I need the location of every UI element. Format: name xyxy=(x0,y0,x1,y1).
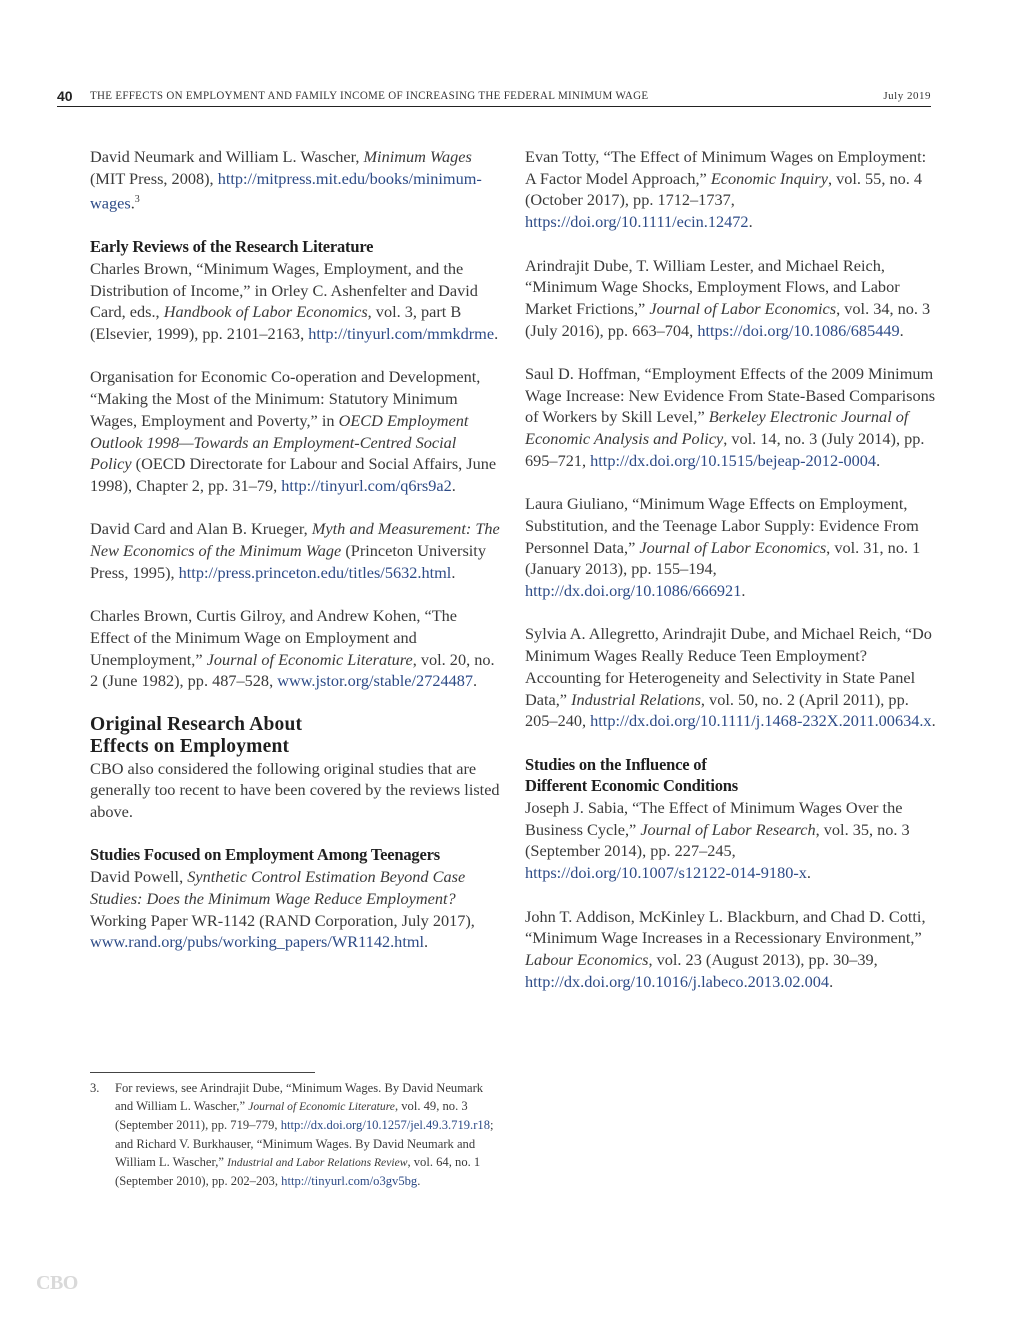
reference-link[interactable]: https://doi.org/10.1086/685449 xyxy=(697,320,900,340)
footnote-link[interactable]: http://tinyurl.com/o3gv5bg xyxy=(281,1174,418,1189)
reference-entry: David Powell, Synthetic Control Estimation Beyond Case Studies: Does the Minimum Wage Reduce Employment? Working Paper WR-1142 (RAND Corporation, July 2017), www.rand.org/pubs/working_papers/WR1142.html. xyxy=(90,867,475,952)
reference-link[interactable]: http://press.princeton.edu/titles/5632.html xyxy=(178,562,452,582)
reference-entry: Organisation for Economic Co-operation and Development, “Making the Most of the Minimum: Statutory Minimum Wages, Employment and Poverty,” in OECD Employment Outlook 1998—Towards an Employment-Centred Social Policy (OECD Directorate for Labour and Social Affairs, June 1998), Chapter 2, pp. 31–79, http://tinyurl.com/q6rs9a2. xyxy=(90,367,497,495)
reference-entry: Sylvia A. Allegretto, Arindrajit Dube, and Michael Reich, “Do Minimum Wages Really Reduce Teen Employment? Accounting for Heterogeneity and Selectivity in State Panel Data,” Industrial Relations, vol. 50, no. 2 (April 2011), pp. 205–240, http://dx.doi.org/10.1111/j.1468-232X.2011.00634.x. xyxy=(525,624,936,731)
footnote xyxy=(90,1079,500,1190)
cbo-logo: CBO xyxy=(36,1272,78,1294)
running-header xyxy=(57,88,931,107)
reference-entry: Laura Giuliano, “Minimum Wage Effects on Employment, Substitution, and the Teenage Labor Supply: Evidence From Personnel Data,” Journal of Labor Economics, vol. 31, no. 1 (January 2013), pp. 155–194, http://dx.doi.org/10.1086/666921. xyxy=(525,494,921,601)
reference-entry: Charles Brown, “Minimum Wages, Employment, and the Distribution of Income,” in Orley C. Ashenfelter and David Card, eds., Handbook of Labor Economics, vol. 3, part B (Elsevier, 1999), pp. 2101–2163, http://tinyurl.com/mmkdrme. xyxy=(90,258,499,344)
footnote-link[interactable]: http://dx.doi.org/10.1257/jel.49.3.719.r18 xyxy=(280,1118,490,1133)
reference-link[interactable]: https://doi.org/10.1111/ecin.12472 xyxy=(525,212,749,232)
footnote-text: For reviews, see Arindrajit Dube, “Minimum Wages. By David Neumark and William L. Wascher,” Journal of Economic Literature, vol. 49, no. 3 (September 2011), pp. 719–779, http://dx.doi.org/10.1257/jel.49.3.719.r18; and Richard V. Burkhauser, “Minimum Wages. By David Neumark and William L. Wascher,” Industrial and Labor Relations Review, vol. 64, no. 1 (September 2010), pp. 202–203, http://tinyurl.com/o3gv5bg. xyxy=(115,1081,494,1189)
reference-link[interactable]: http://dx.doi.org/10.1086/666921 xyxy=(525,581,742,601)
left-column xyxy=(90,146,500,975)
page-number: 40 xyxy=(57,88,73,104)
reference-entry: Joseph J. Sabia, “The Effect of Minimum Wages Over the Business Cycle,” Journal of Labor Research, vol. 35, no. 3 (September 2014), pp. 227–245, https://doi.org/10.1007/s12122-014-9180-x. xyxy=(525,798,910,883)
reference-entry: John T. Addison, McKinley L. Blackburn, and Chad D. Cotti, “Minimum Wage Increases in a Recessionary Environment,” Labour Economics, vol. 23 (August 2013), pp. 30–39, http://dx.doi.org/10.1016/j.labeco.2013.02.004. xyxy=(525,906,926,991)
right-column xyxy=(525,146,937,1014)
reference-entry: Saul D. Hoffman, “Employment Effects of the 2009 Minimum Wage Increase: New Evidence From State-Based Comparisons of Workers by Skill Level,” Berkeley Electronic Journal of Economic Analysis and Policy, vol. 14, no. 3 (July 2014), pp. 695–721, http://dx.doi.org/10.1515/bejeap-2012-0004. xyxy=(525,364,936,470)
reference-link[interactable]: http://dx.doi.org/10.1016/j.labeco.2013.02.004 xyxy=(525,971,830,991)
reference-entry: David Neumark and William L. Wascher, Minimum Wages (MIT Press, 2008), http://mitpress.mit.edu/books/minimum-wages.$^3$ xyxy=(90,147,482,213)
reference-link[interactable]: http://dx.doi.org/10.1111/j.1468-232X.2011.00634.x xyxy=(590,711,932,731)
subheading-economic-conditions: Studies on the Influence of Different Economic Conditions xyxy=(525,754,738,796)
running-title: THE EFFECTS ON EMPLOYMENT AND FAMILY INCOME OF INCREASING THE FEDERAL MINIMUM WAGE xyxy=(90,89,649,103)
reference-link[interactable]: http://mitpress.mit.edu/books/minimum-wages xyxy=(90,168,482,213)
subheading-teenagers: Studies Focused on Employment Among Teenagers xyxy=(90,845,440,865)
reference-entry: Arindrajit Dube, T. William Lester, and Michael Reich, “Minimum Wage Shocks, Employment Flows, and Labor Market Frictions,” Journal of Labor Economics, vol. 34, no. 3 (July 2016), pp. 663–704, https://doi.org/10.1086/685449. xyxy=(525,255,931,340)
subheading-early-reviews: Early Reviews of the Research Literature xyxy=(90,237,374,257)
reference-link[interactable]: www.jstor.org/stable/2724487 xyxy=(277,671,474,691)
reference-link[interactable]: http://tinyurl.com/q6rs9a2 xyxy=(281,475,452,495)
reference-entry: Charles Brown, Curtis Gilroy, and Andrew Kohen, “The Effect of the Minimum Wage on Employment and Unemployment,” Journal of Economic Literature, vol. 20, no. 2 (June 1982), pp. 487–528, www.jstor.org/stable/2724487. xyxy=(90,606,495,691)
reference-entry: David Card and Alan B. Krueger, Myth and Measurement: The New Economics of the Minimum Wage (Princeton University Press, 1995), http://press.princeton.edu/titles/5632.html. xyxy=(90,519,500,582)
section-intro-text: CBO also considered the following original studies that are generally too recent to have been covered by the reviews listed above. xyxy=(90,758,500,822)
footnote-marker[interactable]: 3 xyxy=(134,194,140,206)
footnote-divider xyxy=(90,1072,315,1073)
publication-date: July 2019 xyxy=(883,90,931,102)
reference-link[interactable]: http://dx.doi.org/10.1515/bejeap-2012-0004 xyxy=(590,450,877,470)
footnote-number: 3. xyxy=(90,1081,100,1095)
section-heading-original-research: Original Research About Effects on Employment xyxy=(90,713,303,757)
reference-link[interactable]: www.rand.org/pubs/working_papers/WR1142.html xyxy=(90,932,425,952)
reference-entry: Evan Totty, “The Effect of Minimum Wages on Employment: A Factor Model Approach,” Economic Inquiry, vol. 55, no. 4 (October 2017), pp. 1712–1737, https://doi.org/10.1111/ecin.12472. xyxy=(525,147,927,232)
reference-link[interactable]: http://tinyurl.com/mmkdrme xyxy=(308,324,495,344)
reference-link[interactable]: https://doi.org/10.1007/s12122-014-9180-x xyxy=(525,863,807,883)
